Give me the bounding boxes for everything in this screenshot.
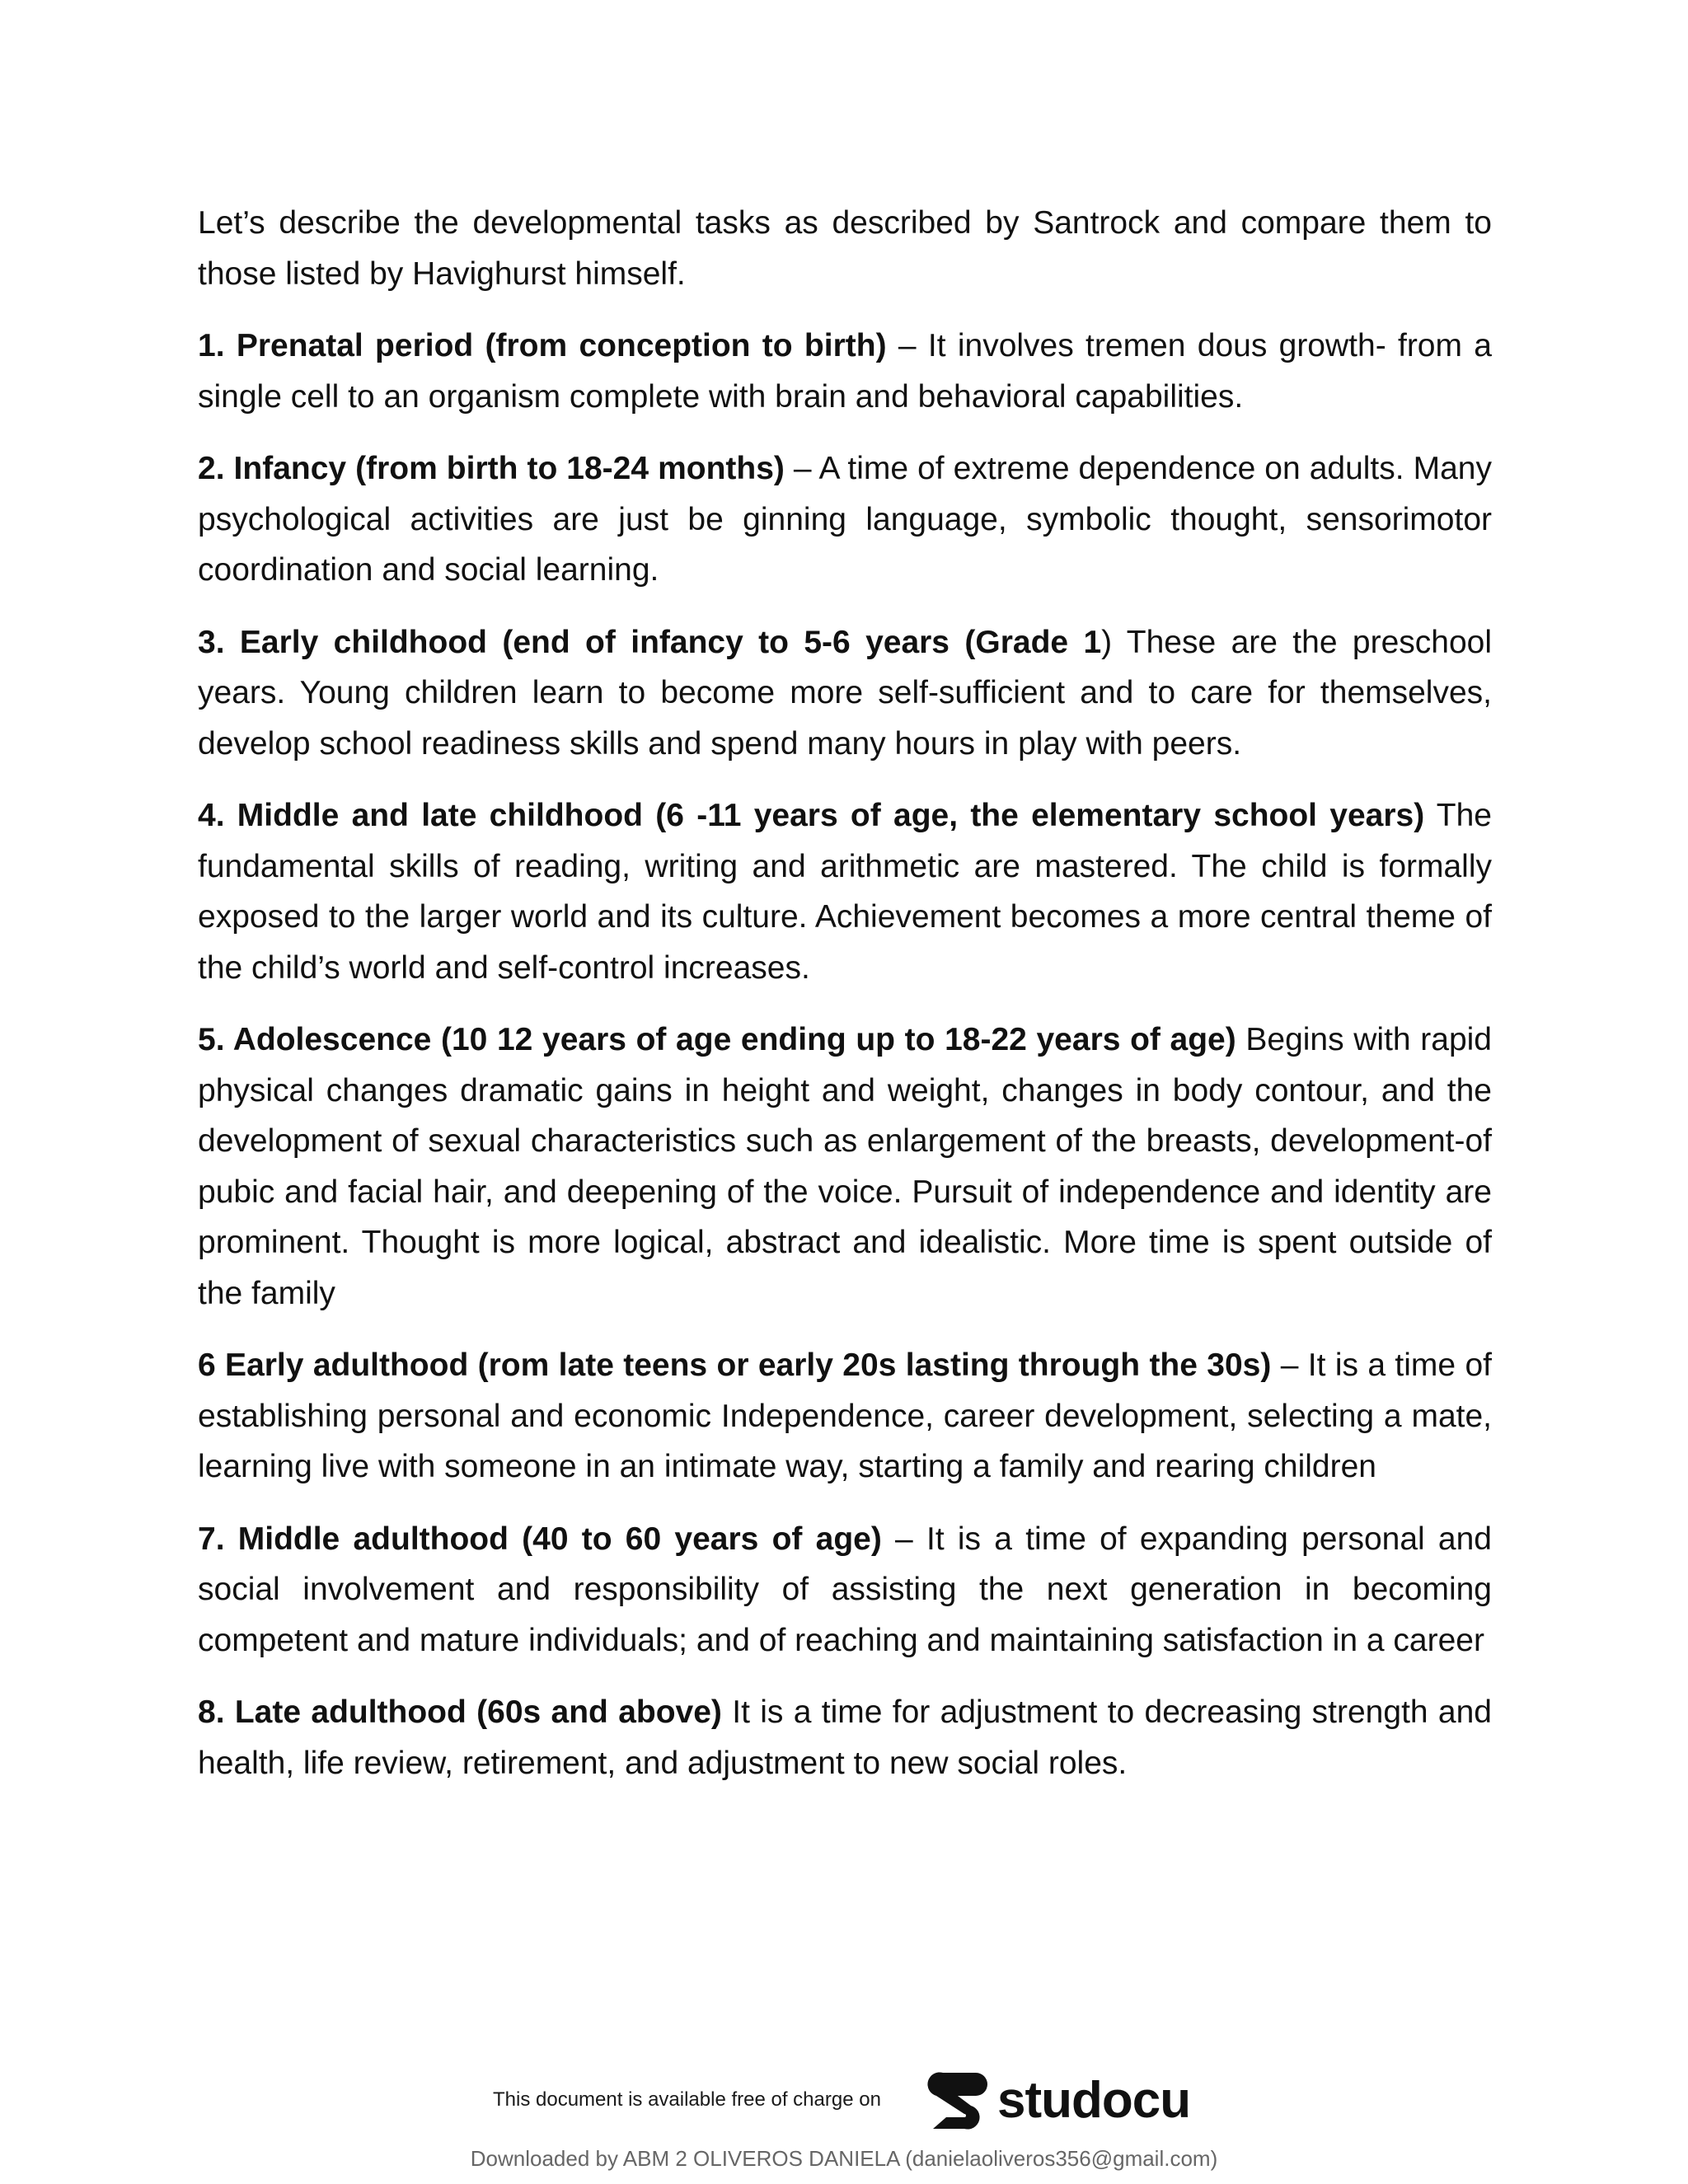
stage-heading: 7. Middle adulthood (40 to 60 years of age) — [198, 1521, 882, 1557]
stage-heading: 1. Prenatal period (from conception to birth) — [198, 328, 887, 363]
stage-body: It is a time for adjustment to decreasing strength and health, life review, retirement, and adjustment to new social roles. — [198, 1694, 1492, 1781]
download-notice: Downloaded by ABM 2 OLIVEROS DANIELA (danielaoliveros356@gmail.com) — [470, 2146, 1218, 2171]
stage-heading: 8. Late adulthood (60s and above) — [198, 1694, 722, 1730]
intro-paragraph: Let’s describe the developmental tasks as described by Santrock and compare them to those listed by Havighurst himself. — [198, 205, 1492, 292]
stage-paragraph — [198, 1015, 1492, 1319]
stage-heading: 2. Infancy (from birth to 18-24 months) — [198, 451, 785, 486]
stage-body: – It is a time of expanding personal and social involvement and responsibility of assisting the next generation in becoming competent and mature individuals; and of reaching and maintaining satisfaction in a career — [198, 1521, 1492, 1658]
stage-paragraph — [198, 617, 1492, 770]
stage-paragraph — [198, 1514, 1492, 1666]
stage-paragraph — [198, 1687, 1492, 1788]
stage-body: Begins with rapid physical changes dramatic gains in height and weight, changes in body contour, and the development of sexual characteristics such as enlargement of the breasts, development-of pubic and facial hair, and deepening of the voice. Pursuit of independence and identity are prominent. Thought is more logical, abstract and idealistic. More time is spent outside of the family — [198, 1022, 1492, 1311]
stage-body: – A time of extreme dependence on adults. Many psychological activities are just be ginning language, symbolic thought, sensorimotor coordination and social learning. — [198, 451, 1492, 588]
studocu-logo-icon — [925, 2068, 989, 2134]
studocu-logo-text: studocu — [997, 2072, 1191, 2129]
stage-paragraph — [198, 790, 1492, 993]
stage-body: – It is a time of establishing personal and economic Independence, career development, selecting a mate, learning live with someone in an intimate way, starting a family and rearing children — [198, 1347, 1492, 1484]
document-page — [198, 198, 1492, 1810]
stage-paragraph — [198, 1340, 1492, 1493]
page-footer — [0, 2060, 1688, 2184]
stage-heading: 5. Adolescence (10 12 years of age ending up to 18-22 years of age) — [198, 1022, 1236, 1057]
stage-body: – It involves tremen dous growth- from a single cell to an organism complete with brain and behavioral capabilities. — [198, 328, 1492, 415]
stage-heading: 3. Early childhood (end of infancy to 5-6 years (Grade 1 — [198, 624, 1102, 660]
stage-heading: 6 Early adulthood (rom late teens or early 20s lasting through the 30s) — [198, 1347, 1272, 1383]
stage-body: ) These are the preschool years. Young children learn to become more self-sufficient and to care for themselves, develop school readiness skills and spend many hours in play with peers. — [198, 624, 1492, 762]
stage-heading: 4. Middle and late childhood (6 -11 years of age, the elementary school years) — [198, 798, 1425, 833]
availability-notice: This document is available free of charge on — [493, 2088, 881, 2111]
stage-paragraph — [198, 321, 1492, 422]
studocu-logo[interactable] — [925, 2064, 1190, 2138]
stage-paragraph — [198, 443, 1492, 596]
stage-body: The fundamental skills of reading, writing and arithmetic are mastered. The child is formally exposed to the larger world and its culture. Achievement becomes a more central theme of the child’s world and self-control increases. — [198, 798, 1492, 986]
